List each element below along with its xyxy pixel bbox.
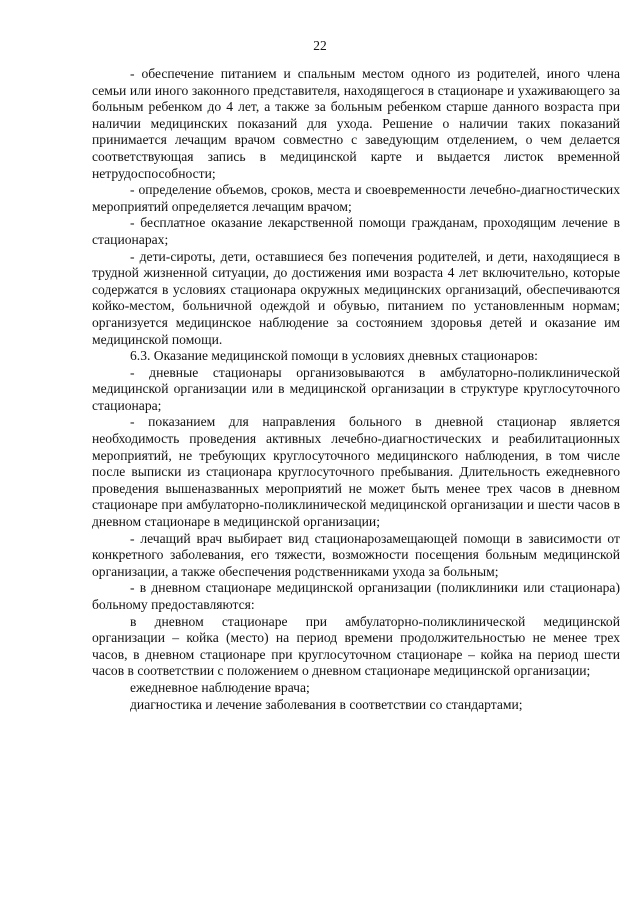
page-number: 22 [313, 38, 327, 53]
section-heading-day-hospitals: 6.3. Оказание медицинской помощи в условиях дневных стационаров: [130, 348, 538, 364]
document-body [92, 66, 620, 713]
paragraph-daily-observation: ежедневное наблюдение врача; [130, 679, 310, 695]
paragraph-treatment-scope: - определение объемов, сроков, места и своевременности лечебно-диагностических мероприятий определяется лечащим врачом; [92, 182, 620, 214]
paragraph-bed-provision: в дневном стационаре при амбулаторно-поликлинической медицинской организации – койка (место) на период времени продолжительностью не менее трех часов, в дневном стационаре при круглосуточном стационаре – койка на период шести часов в соответствии с положением о дневном стационаре медицинской организации; [92, 613, 620, 679]
paragraph-day-hospital-organization: - дневные стационары организовываются в амбулаторно-поликлинической медицинской организации или в медицинской организации в структуре круглосуточного стационара; [92, 364, 620, 413]
paragraph-referral-indication: - показанием для направления больного в дневной стационар является необходимость проведения активных лечебно-диагностических и реабилитационных мероприятий, не требующих круглосуточного медицинского наблюдения, в том числе после выписки из стационара круглосуточного пребывания. Длительность ежедневного проведения вышеназванных мероприятий не может быть менее трех часов в дневном стационаре при амбулаторно-поликлинической медицинской организации и шести часов в дневном стационаре в медицинской организации; [92, 414, 620, 530]
paragraph-diagnostics-treatment: диагностика и лечение заболевания в соответствии со стандартами; [130, 696, 523, 712]
paragraph-free-medication: - бесплатное оказание лекарственной помощи гражданам, проходящим лечение в стационарах; [92, 215, 620, 247]
paragraph-orphan-children: - дети-сироты, дети, оставшиеся без попечения родителей, и дети, находящиеся в трудной жизненной ситуации, до достижения ими возраста 4 лет включительно, которые содержатся в условиях стационара окружных медицинских организаций, обеспечиваются койко-местом, больничной одеждой и обувью, питанием по установленным нормам; организуется медицинское наблюдение за состоянием здоровья детей и оказание им медицинской помощи. [92, 248, 620, 347]
paragraph-patient-provisions: - в дневном стационаре медицинской организации (поликлиники или стационара) больному предоставляются: [92, 580, 620, 612]
paragraph-doctor-choice: - лечащий врач выбирает вид стационарозамещающей помощи в зависимости от конкретного заболевания, его тяжести, возможности посещения больным медицинской организации, а также обеспечения родственниками ухода за больным; [92, 530, 620, 579]
paragraph-caregiver-accommodation: - обеспечение питанием и спальным местом одного из родителей, иного члена семьи или иного законного представителя, находящегося в стационаре и ухаживающего за больным ребенком до 4 лет, а также за больным ребенком старше данного возраста при наличии медицинских показаний для ухода. Решение о наличии таких показаний принимается лечащим врачом совместно с заведующим отделением, о чем делается соответствующая запись в медицинской карте и выдается листок временной нетрудоспособности; [92, 66, 620, 181]
